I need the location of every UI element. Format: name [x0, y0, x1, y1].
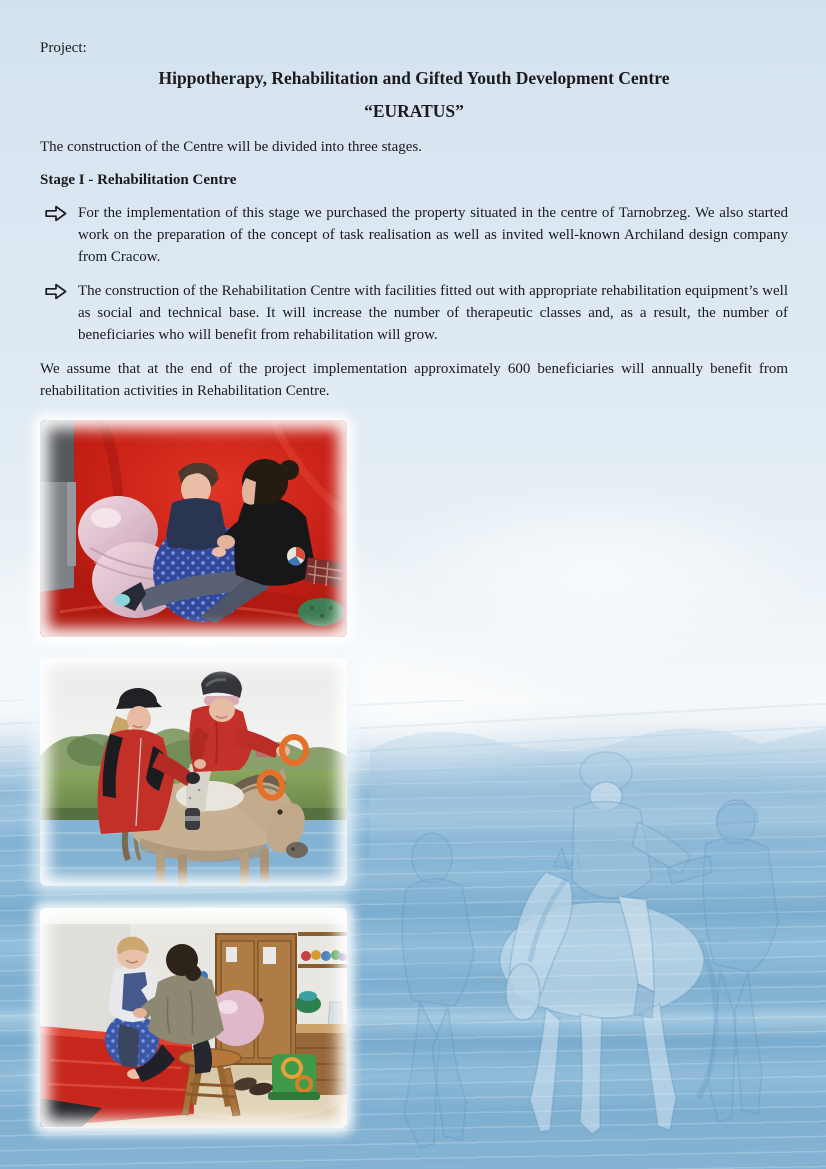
- intro-paragraph: The construction of the Centre will be divided into three stages.: [40, 139, 422, 155]
- photo-therapy-room-session: [40, 908, 347, 1128]
- bullet-item-2: [45, 280, 788, 346]
- closing-paragraph: We assume that at the end of the project implementation approximately 600 beneficiaries will annually benefit from rehabilitation activities in Rehabilitation Centre.: [40, 361, 788, 399]
- photo-therapy-ball-session: [40, 420, 347, 637]
- page-title: Hippotherapy, Rehabilitation and Gifted Youth Development Centre: [158, 68, 670, 88]
- arrow-right-icon: [45, 283, 67, 300]
- bullet-text: For the implementation of this stage we purchased the property situated in the centre of Tarnobrzeg. We also started work on the preparation of the concept of task realisation as well as invited well-known Archiland design company from Cracow.: [78, 205, 788, 265]
- bullet-item-1: [45, 202, 788, 268]
- stage-heading: Stage I - Rehabilitation Centre: [40, 172, 237, 188]
- page-subtitle: “EURATUS”: [364, 101, 464, 121]
- hippotherapy-watermark-sketch: [370, 660, 826, 1169]
- project-label: Project:: [40, 40, 87, 56]
- arrow-right-icon: [45, 205, 67, 222]
- bullet-text: The construction of the Rehabilitation Centre with facilities fitted out with appropriate rehabilitation equipment’s well as social and technical base. It will increase the number of therapeutic classes and, as a result, the number of beneficiaries who will benefit from rehabilitation will grow.: [78, 283, 788, 343]
- photo-hippotherapy-ride: [40, 658, 347, 886]
